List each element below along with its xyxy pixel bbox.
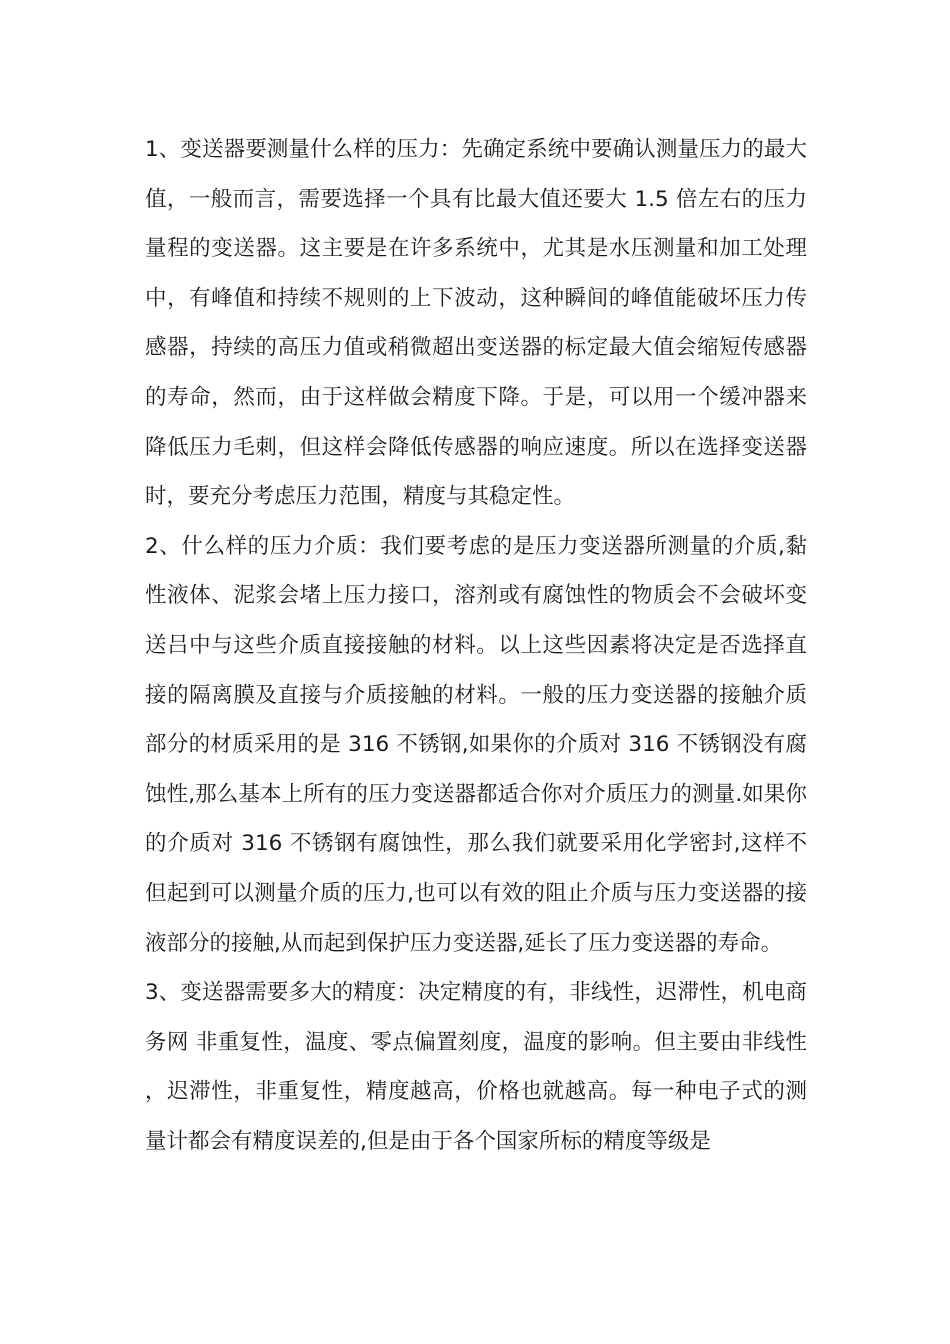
paragraph-2-pressure-medium: 2、什么样的压力介质：我们要考虑的是压力变送器所测量的介质,黏性液体、泥浆会堵上压力接口，溶剂或有腐蚀性的物质会不会破坏变送吕中与这些介质直接接触的材料。以上这些因素将决定是否选择直接的隔离膜及直接与介质接触的材料。一般的压力变送器的接触介质部分的材质采用的是 316 不锈钢,如果你的介质对 316 不锈钢没有腐蚀性,那么基本上所有的压力变送器都适合你对介质压力的测量.如果你的介质对 316 不锈钢有腐蚀性，那么我们就要采用化学密封,这样不但起到可以测量介质的压力,也可以有效的阻止介质与压力变送器的接液部分的接触,从而起到保护压力变送器,延长了压力变送器的寿命。 (145, 533, 807, 956)
document-body (145, 125, 807, 1166)
paragraph-3-accuracy: 3、变送器需要多大的精度：决定精度的有，非线性，迟滞性，机电商务网 非重复性，温度、零点偏置刻度，温度的影响。但主要由非线性，迟滞性，非重复性，精度越高，价格也就越高。每一种电子式的测量计都会有精度误差的,但是由于各个国家所标的精度等级是 (145, 980, 807, 1154)
paragraph-1-pressure-range: 1、变送器要测量什么样的压力：先确定系统中要确认测量压力的最大值，一般而言，需要选择一个具有比最大值还要大 1.5 倍左右的压力量程的变送器。这主要是在许多系统中，尤其是水压测量和加工处理中，有峰值和持续不规则的上下波动，这种瞬间的峰值能破坏压力传感器，持续的高压力值或稍微超出变送器的标定最大值会缩短传感器的寿命，然而，由于这样做会精度下降。于是，可以用一个缓冲器来降低压力毛刺，但这样会降低传感器的响应速度。所以在选择变送器时，要充分考虑压力范围，精度与其稳定性。 (145, 137, 807, 510)
